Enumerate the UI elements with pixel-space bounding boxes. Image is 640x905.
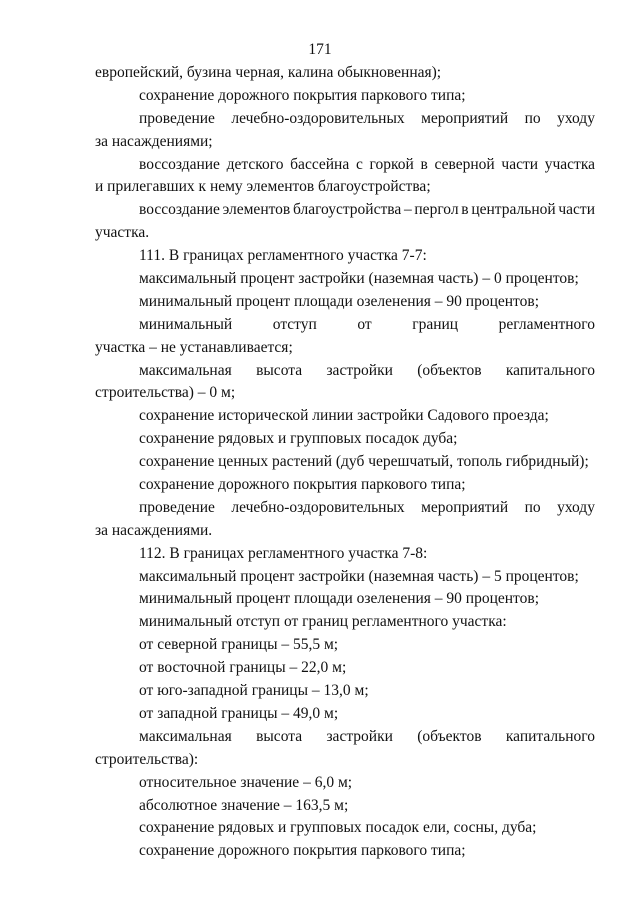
text-word: границ [412,315,459,333]
text-word: уходу [557,498,595,516]
text-word: с [355,155,363,173]
text-word: высота [256,361,303,379]
text-word: лечебно-оздоровительных [231,109,405,127]
text-line: минимальный отступ от границ регламентного участка: [139,613,507,631]
text-word: – [403,201,412,219]
text-line: 112. В границах регламентного участка 7-8: [139,544,428,562]
text-line: сохранение дорожного покрытия паркового типа; [139,86,466,104]
text-line: за насаждениями. [95,521,213,539]
text-line: от северной границы – 55,5 м; [139,636,339,654]
text-word: максимальная [139,361,232,379]
text-word: мероприятий [421,109,509,127]
text-word: от [357,315,372,333]
text-line: относительное значение – 6,0 м; [139,773,353,791]
text-word: бассейна [290,155,350,173]
text-line [95,199,595,222]
text-word: благоустройства [292,201,402,219]
text-line: сохранение дорожного покрытия паркового типа; [139,476,466,494]
text-line [95,360,595,383]
text-word: максимальная [139,727,232,745]
text-word: проведение [139,109,215,127]
text-line: сохранение ценных растений (дуб черешчатый, тополь гибридный); [139,453,589,471]
text-line: и прилегавших к нему элементов благоустройства; [95,178,431,196]
text-word: (объектов [417,361,482,379]
text-word: детского [226,155,284,173]
text-word: воссоздание [139,201,220,219]
page-number: 171 [308,41,332,58]
text-word: лечебно-оздоровительных [231,498,405,516]
text-line: абсолютное значение – 163,5 м; [139,796,349,814]
text-word: проведение [139,498,215,516]
text-word: застройки [326,361,393,379]
text-line [95,154,595,177]
text-line [95,108,595,131]
text-line: сохранение рядовых и групповых посадок ели, сосны, дуба; [139,819,537,837]
text-line: минимальный процент площади озеленения – 90 процентов; [139,590,540,608]
text-line: участка – не устанавливается; [95,338,293,356]
text-word: в [461,201,469,219]
text-word: капитального [505,727,595,745]
text-line: за насаждениями; [95,132,213,150]
text-word: северной [434,155,495,173]
text-line [95,314,595,337]
text-word: горкой [369,155,414,173]
text-line: строительства) – 0 м; [95,384,236,402]
text-word: (объектов [417,727,482,745]
text-line: строительства): [95,750,199,768]
text-word: центральной [471,201,556,219]
text-word: мероприятий [421,498,509,516]
text-word: отступ [272,315,317,333]
text-line: от юго-западной границы – 13,0 м; [139,682,369,700]
text-line: максимальный процент застройки (наземная часть) – 5 процентов; [139,567,579,585]
text-line [95,726,595,749]
text-line: 111. В границах регламентного участка 7-7: [139,247,427,265]
text-line: участка. [95,224,150,242]
text-line: от западной границы – 49,0 м; [139,704,339,722]
text-line: максимальный процент застройки (наземная часть) – 0 процентов; [139,270,579,288]
text-line: от восточной границы – 22,0 м; [139,659,347,677]
text-line: сохранение исторической линии застройки Садового проезда; [139,407,549,425]
text-word: в [420,155,428,173]
text-word: регламентного [498,315,595,333]
text-word: части [558,201,595,219]
text-line: минимальный процент площади озеленения – 90 процентов; [139,292,540,310]
text-line [95,497,595,520]
text-word: капитального [505,361,595,379]
text-word: по [524,109,541,127]
text-word: пергол [414,201,459,219]
text-line: европейский, бузина черная, калина обыкновенная); [95,64,442,81]
text-word: высота [256,727,303,745]
text-word: участка [544,155,595,173]
text-word: минимальный [139,315,233,333]
text-word: по [524,498,541,516]
text-word: уходу [557,109,595,127]
text-word: воссоздание [139,155,220,173]
text-word: застройки [326,727,393,745]
text-line: сохранение рядовых и групповых посадок дуба; [139,430,458,448]
text-word: элементов [222,201,291,219]
text-word: части [501,155,539,173]
text-line: сохранение дорожного покрытия паркового типа; [139,842,466,860]
body-text [95,62,595,863]
